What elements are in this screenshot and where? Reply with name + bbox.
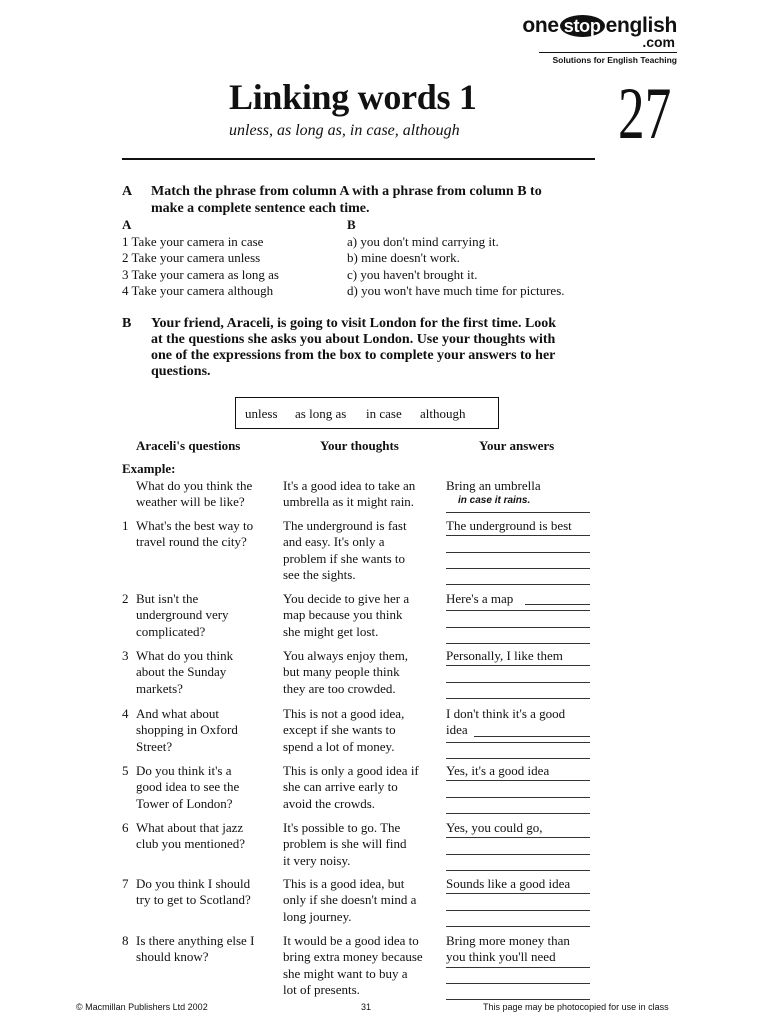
logo-one: one <box>522 14 559 37</box>
column-a-item: 1 Take your camera in case <box>122 234 264 249</box>
answer-line[interactable] <box>446 926 590 927</box>
question-text: underground very <box>136 607 229 623</box>
answer-prompt: Sounds like a good idea <box>446 876 571 891</box>
thought-text: problem is she will find <box>283 836 407 852</box>
answer-line[interactable] <box>446 813 590 814</box>
answer-line[interactable] <box>474 736 590 737</box>
example-answer-handwriting: in case it rains. <box>458 495 531 507</box>
question-text: What about that jazz <box>136 820 244 835</box>
thought-text: but many people think <box>283 664 400 680</box>
example-label: Example: <box>122 461 176 476</box>
logo-tagline: Solutions for English Teaching <box>552 55 677 65</box>
question-number: 2 <box>122 591 129 606</box>
thought-text: they are too crowded. <box>283 680 396 696</box>
thought-text: she might want to buy a <box>283 965 408 981</box>
answer-line[interactable] <box>446 967 590 968</box>
question-number: 1 <box>122 518 129 533</box>
answer-prompt: Yes, it's a good idea <box>446 763 550 778</box>
answer-line[interactable] <box>446 682 590 683</box>
column-a-item: 3 Take your camera as long as <box>122 266 279 282</box>
thought-text: see the sights. <box>283 566 356 582</box>
question-text: Tower of London? <box>136 795 233 811</box>
thought-text: avoid the crowds. <box>283 795 376 811</box>
thought-text: only if she doesn't mind a <box>283 892 417 908</box>
answer-prompt: Personally, I like them <box>446 648 563 663</box>
column-b-item: a) you don't mind carrying it. <box>347 234 499 249</box>
question-text: Street? <box>136 738 173 754</box>
page-title: Linking words 1 <box>229 77 477 117</box>
page-subtitle: unless, as long as, in case, although <box>229 122 460 139</box>
header-questions: Araceli's questions <box>136 438 241 453</box>
answer-line[interactable] <box>446 983 590 984</box>
thought-text: it very noisy. <box>283 852 351 868</box>
answer-prompt: Yes, you could go, <box>446 820 543 835</box>
question-number: 5 <box>122 763 129 778</box>
question-text: should know? <box>136 949 209 965</box>
column-b-item: b) mine doesn't work. <box>347 250 460 266</box>
answer-line[interactable] <box>446 893 590 894</box>
footer-page-number: 31 <box>361 1002 372 1012</box>
section-b-line: Your friend, Araceli, is going to visit London for the first time. Look <box>151 316 557 331</box>
column-a-item: 4 Take your camera although <box>122 282 274 298</box>
thought-text: You decide to give her a <box>283 591 410 606</box>
question-text: complicated? <box>136 623 206 639</box>
question-number: 6 <box>122 820 129 835</box>
column-b-heading: B <box>347 217 356 232</box>
footer-note: This page may be photocopied for use in class <box>483 1002 669 1012</box>
thought-text: This is a good idea, but <box>283 876 405 891</box>
question-text: Do you think it's a <box>136 763 232 778</box>
box-word: unless <box>245 406 278 421</box>
header-thoughts: Your thoughts <box>320 438 399 453</box>
box-word: although <box>420 406 466 421</box>
answer-line[interactable] <box>446 643 590 644</box>
answer-line[interactable] <box>446 512 590 513</box>
column-a-heading: A <box>122 217 132 232</box>
question-text: What do you think <box>136 648 234 663</box>
answer-line[interactable] <box>446 568 590 569</box>
column-b-item: d) you won't have much time for pictures. <box>347 282 565 298</box>
thought-text: map because you think <box>283 607 403 623</box>
column-b-item: c) you haven't brought it. <box>347 266 478 282</box>
answer-prompt: you think you'll need <box>446 949 556 965</box>
section-b-line: one of the expressions from the box to complete your answers to her <box>151 348 556 363</box>
answer-line[interactable] <box>446 742 590 743</box>
answer-prompt: Bring more money than <box>446 933 570 948</box>
answer-line[interactable] <box>525 604 590 605</box>
question-text: Is there anything else I <box>136 933 255 948</box>
thought-text: This is only a good idea if <box>283 763 419 778</box>
answer-line[interactable] <box>446 627 590 628</box>
section-b-letter: B <box>122 316 132 331</box>
column-a-item: 2 Take your camera unless <box>122 250 261 266</box>
answer-line[interactable] <box>446 610 590 611</box>
question-text: weather will be like? <box>136 494 245 510</box>
section-b-line: questions. <box>151 364 211 379</box>
section-a-instruction-1: Match the phrase from column A with a phrase from column B to <box>151 184 542 199</box>
answer-line[interactable] <box>446 535 590 536</box>
thought-text: except if she wants to <box>283 722 396 738</box>
question-text: travel round the city? <box>136 534 247 550</box>
logo-stop-bubble: stop <box>560 15 605 37</box>
answer-line[interactable] <box>446 910 590 911</box>
answer-prompt: Bring an umbrella <box>446 478 541 493</box>
unit-number: 27 <box>618 73 672 155</box>
thought-text: long journey. <box>283 908 352 924</box>
thought-text: problem if she wants to <box>283 550 406 566</box>
answer-line[interactable] <box>446 665 590 666</box>
section-a-letter: A <box>122 184 133 199</box>
thought-text: bring extra money because <box>283 949 423 965</box>
thought-text: umbrella as it might rain. <box>283 494 415 510</box>
question-text: What do you think the <box>136 478 253 493</box>
answer-prompt: idea <box>446 722 468 738</box>
thought-text: lot of presents. <box>283 981 360 997</box>
question-text: try to get to Scotland? <box>136 892 251 908</box>
question-text: about the Sunday <box>136 664 227 680</box>
thought-text: she can arrive early to <box>283 779 398 795</box>
question-text: good idea to see the <box>136 779 240 795</box>
question-text: What's the best way to <box>136 518 254 533</box>
question-number: 7 <box>122 876 129 891</box>
thought-text: It's a good idea to take an <box>283 478 416 493</box>
question-text: club you mentioned? <box>136 836 246 852</box>
answer-prompt: The underground is best <box>446 518 572 533</box>
thought-text: This is not a good idea, <box>283 706 405 721</box>
question-text: Do you think I should <box>136 876 251 891</box>
answer-line[interactable] <box>446 584 590 585</box>
answer-line[interactable] <box>446 870 590 871</box>
question-number: 8 <box>122 933 129 948</box>
thought-text: and easy. It's only a <box>283 534 385 550</box>
answer-line[interactable] <box>446 758 590 759</box>
box-word: as long as <box>295 406 347 421</box>
logo-english: english <box>605 14 677 37</box>
section-a-instruction-2: make a complete sentence each time. <box>151 201 370 216</box>
answer-line[interactable] <box>446 780 590 781</box>
question-number: 3 <box>122 648 129 663</box>
thought-text: It's possible to go. The <box>283 820 401 835</box>
thought-text: she might get lost. <box>283 623 379 639</box>
box-word: in case <box>366 406 402 421</box>
answer-line[interactable] <box>446 837 590 838</box>
answer-line[interactable] <box>446 999 590 1000</box>
thought-text: You always enjoy them, <box>283 648 409 663</box>
question-text: But isn't the <box>136 591 199 606</box>
question-text: And what about <box>136 706 220 721</box>
logo-domain: .com <box>642 34 675 50</box>
answer-prompt: I don't think it's a good <box>446 706 566 721</box>
section-b-line: at the questions she asks you about London. Use your thoughts with <box>151 332 556 347</box>
answer-line[interactable] <box>446 552 590 553</box>
footer-copyright: © Macmillan Publishers Ltd 2002 <box>76 1002 208 1012</box>
thought-text: spend a lot of money. <box>283 738 395 754</box>
header-answers: Your answers <box>479 438 555 453</box>
answer-line[interactable] <box>446 854 590 855</box>
answer-line[interactable] <box>446 797 590 798</box>
question-text: markets? <box>136 680 183 696</box>
thought-text: It would be a good idea to <box>283 933 419 948</box>
question-number: 4 <box>122 706 129 721</box>
question-text: shopping in Oxford <box>136 722 238 738</box>
thought-text: The underground is fast <box>283 518 407 533</box>
answer-prompt: Here's a map <box>446 591 514 606</box>
answer-line[interactable] <box>446 698 590 699</box>
